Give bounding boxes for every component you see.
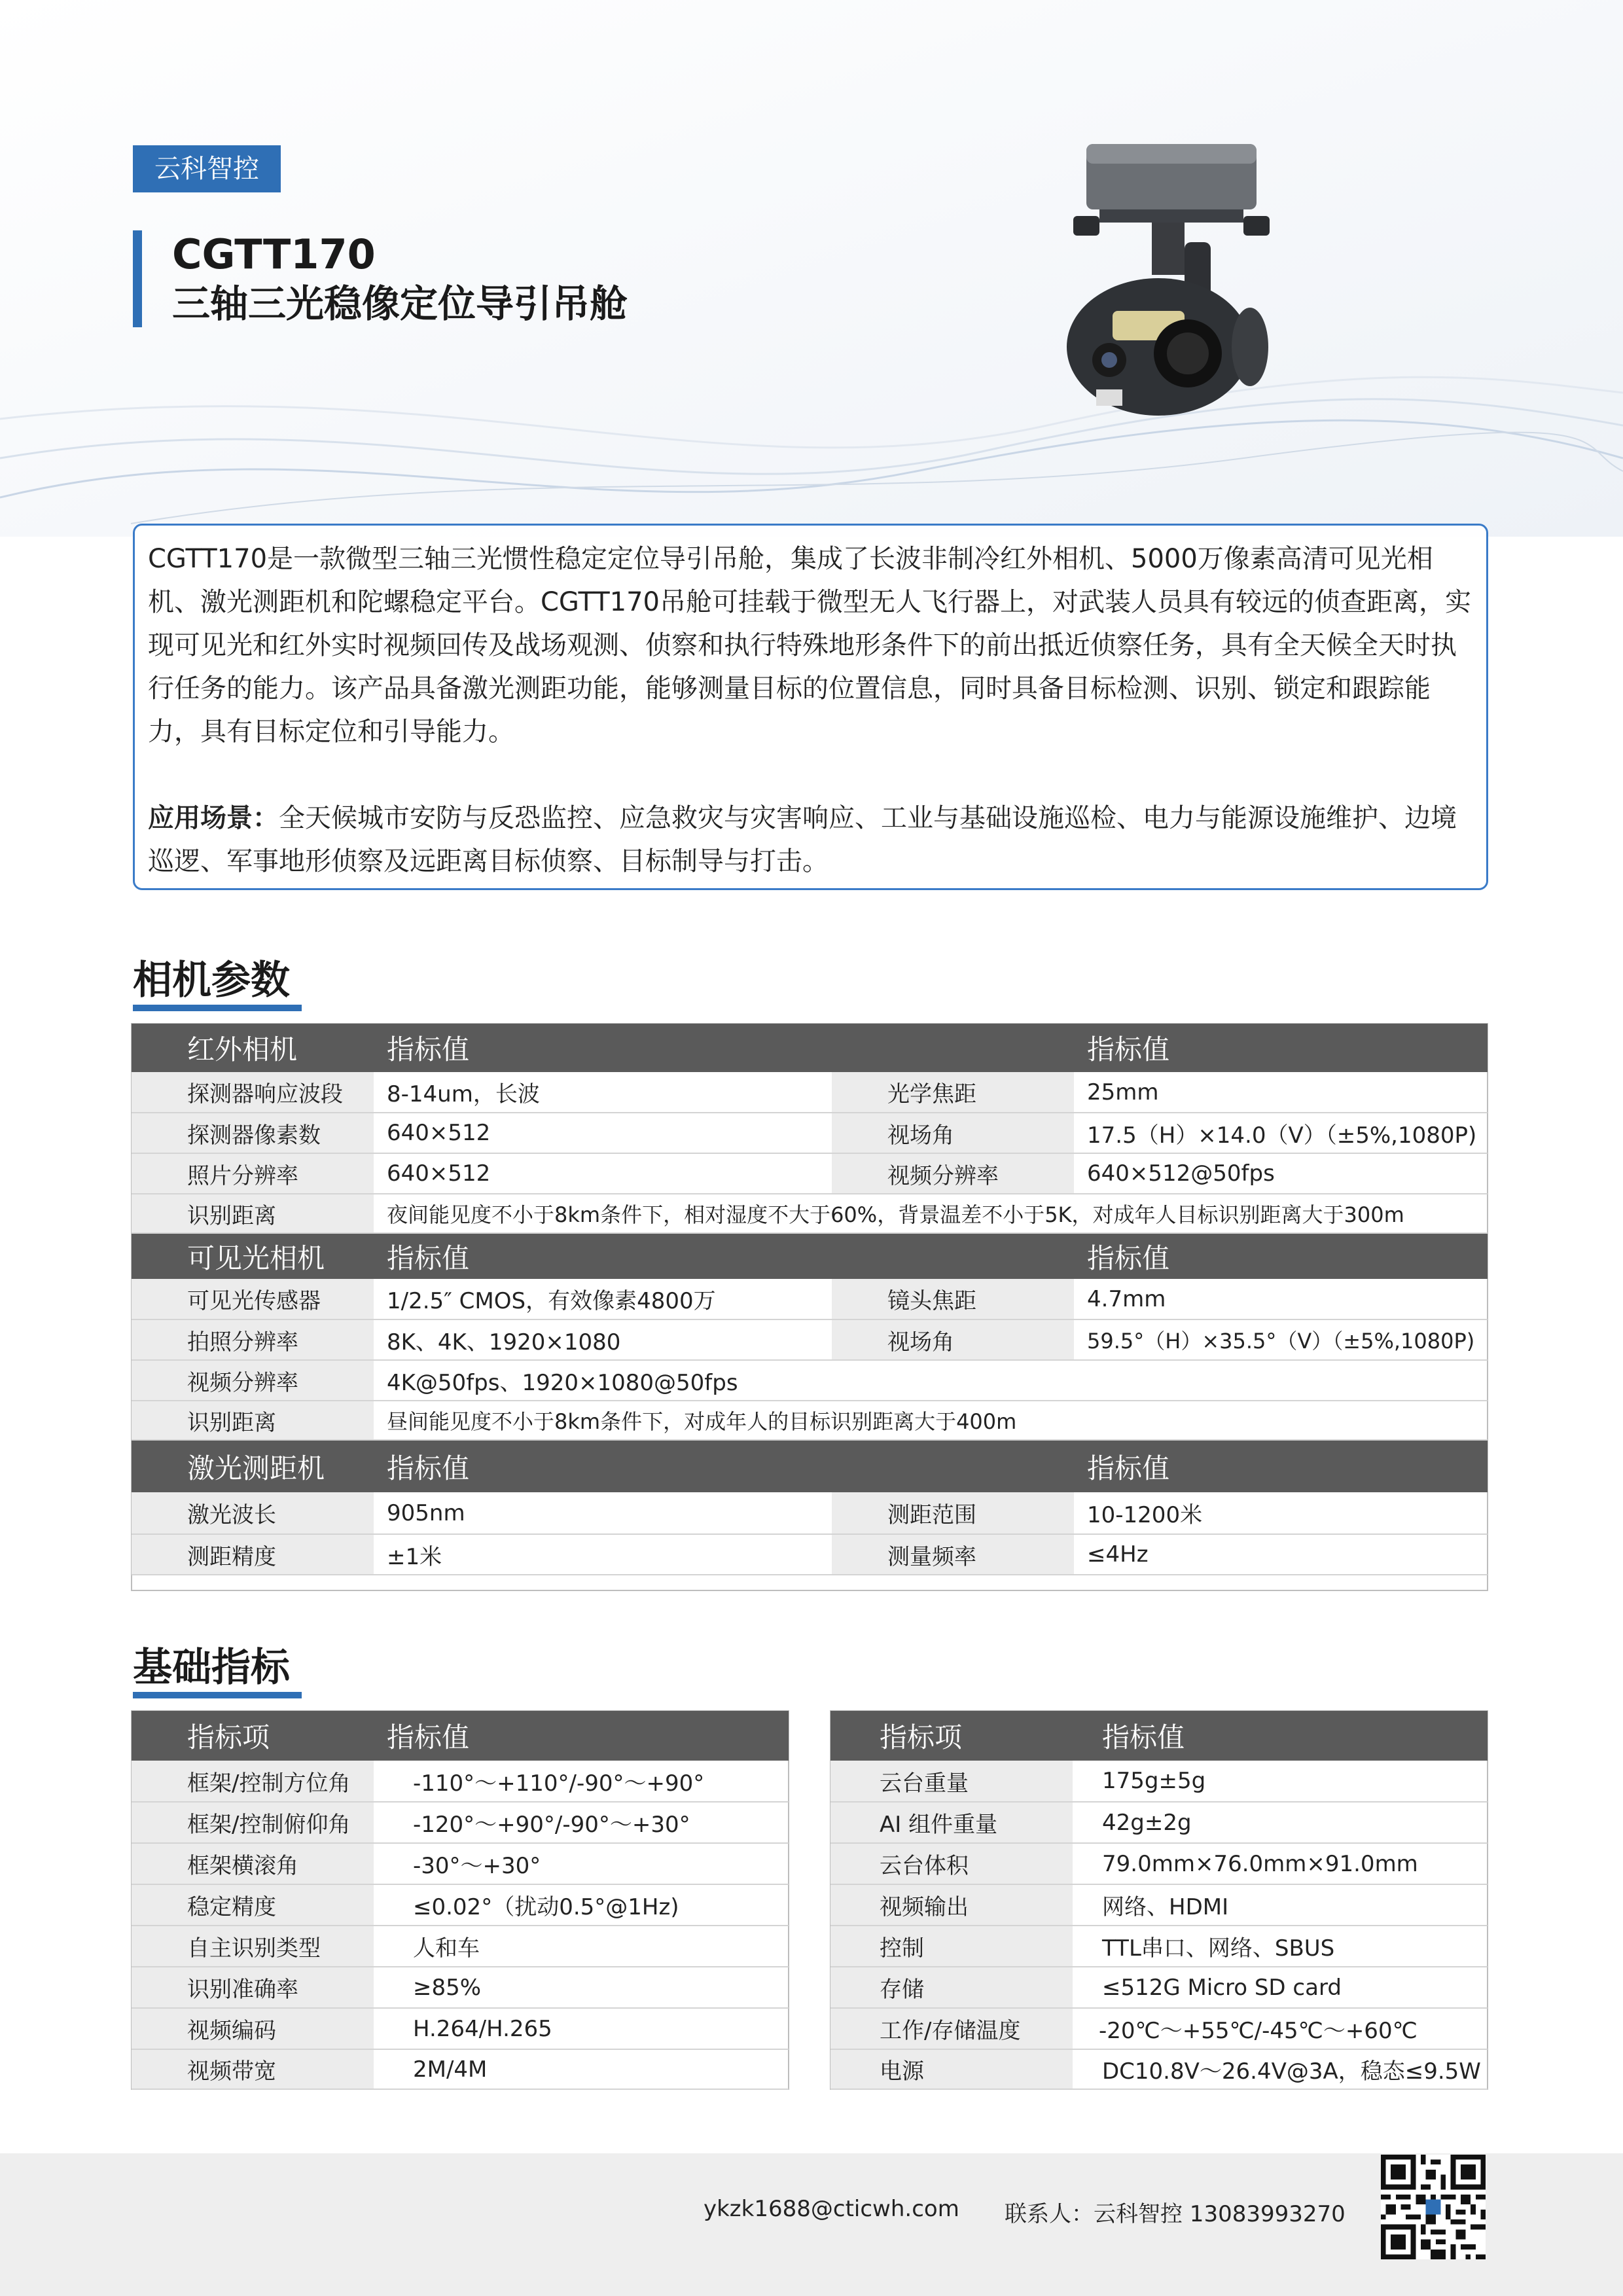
laser-header (132, 1440, 1488, 1492)
ir-header-value: 指标值 (374, 1024, 1074, 1072)
row-value: 8-14um，长波 (374, 1072, 832, 1113)
table-row (830, 1843, 1488, 1884)
scene-label: 应用场景： (148, 803, 279, 833)
basic-right-header (830, 1711, 1488, 1761)
qr-code-icon (1381, 2155, 1486, 2259)
row-value: ±1米 (374, 1534, 832, 1575)
row-label: 光学焦距 (832, 1072, 1074, 1113)
vis-header-value-2: 指标值 (1074, 1233, 1488, 1279)
row-label: 镜头焦距 (832, 1279, 1074, 1319)
intro-box (133, 524, 1488, 890)
row-label: 探测器响应波段 (132, 1072, 374, 1113)
laser-header-title: 激光测距机 (132, 1440, 374, 1492)
row-label: 云台体积 (830, 1843, 1073, 1884)
title-accent-bar (133, 230, 142, 327)
basic-right-table (830, 1711, 1488, 2090)
row-label: 视频编码 (132, 2008, 374, 2049)
row-value: 昼间能见度不小于8km条件下，对成年人的目标识别距离大于400m (374, 1401, 1488, 1440)
table-row (132, 1113, 1488, 1153)
row-value: DC10.8V～26.4V@3A，稳态≤9.5W (1073, 2049, 1488, 2089)
table-row (830, 1802, 1488, 1843)
camera-section-title: 相机参数 (133, 958, 290, 1003)
row-value: -120°～+90°/-90°～+30° (374, 1802, 789, 1843)
product-model: CGTT170 (172, 230, 376, 278)
product-name: 三轴三光稳像定位导引吊舱 (172, 281, 628, 326)
row-value: ≤512G Micro SD card (1073, 1967, 1488, 2008)
table-row (132, 1153, 1488, 1194)
row-value: 175g±5g (1073, 1761, 1488, 1802)
vis-header-title: 可见光相机 (132, 1233, 374, 1279)
ir-header-title: 红外相机 (132, 1024, 374, 1072)
row-value: 1/2.5″ CMOS，有效像素4800万 (374, 1279, 832, 1319)
footer-email[interactable]: ykzk1688@cticwh.com (704, 2196, 959, 2222)
row-value: 4K@50fps、1920×1080@50fps (374, 1360, 1488, 1401)
table-row (132, 1492, 1488, 1534)
table-row (132, 1360, 1488, 1401)
table-row (830, 2049, 1488, 2089)
row-value: 8K、4K、1920×1080 (374, 1319, 832, 1360)
row-label: AI 组件重量 (830, 1802, 1073, 1843)
row-value: 640×512@50fps (1074, 1153, 1488, 1194)
row-label: 测距精度 (132, 1534, 374, 1575)
row-label: 探测器像素数 (132, 1113, 374, 1153)
row-label: 存储 (830, 1967, 1073, 2008)
row-label: 拍照分辨率 (132, 1319, 374, 1360)
row-label: 视频输出 (830, 1884, 1073, 1926)
table-row (132, 1843, 789, 1884)
header-item: 指标项 (132, 1711, 374, 1761)
row-value: H.264/H.265 (374, 2008, 789, 2049)
row-label: 控制 (830, 1926, 1073, 1967)
row-label: 识别距离 (132, 1194, 374, 1233)
header-value: 指标值 (1073, 1711, 1488, 1761)
laser-header-value-2: 指标值 (1074, 1440, 1488, 1492)
table-row (830, 2008, 1488, 2049)
row-label: 框架/控制方位角 (132, 1761, 374, 1802)
row-label: 视场角 (832, 1113, 1074, 1153)
table-row (132, 1534, 1488, 1575)
basic-left-table (132, 1711, 789, 2090)
row-label: 视频分辨率 (832, 1153, 1074, 1194)
table-row (132, 2008, 789, 2049)
row-label: 云台重量 (830, 1761, 1073, 1802)
row-value: 4.7mm (1074, 1279, 1488, 1319)
laser-header-value: 指标值 (374, 1440, 1074, 1492)
row-value: ≤4Hz (1074, 1534, 1488, 1575)
brand-badge: 云科智控 (133, 145, 281, 192)
vis-header-value: 指标值 (374, 1233, 1074, 1279)
row-value: 79.0mm×76.0mm×91.0mm (1073, 1843, 1488, 1884)
row-value: 905nm (374, 1492, 832, 1534)
ir-header-value-2: 指标值 (1074, 1024, 1488, 1072)
basic-section-title: 基础指标 (133, 1645, 290, 1691)
row-value: -20℃～+55℃/-45℃～+60℃ (1073, 2008, 1488, 2049)
row-value: 59.5°（H）×35.5°（V）（±5%,1080P) (1074, 1319, 1488, 1360)
row-value: 10-1200米 (1074, 1492, 1488, 1534)
table-row (132, 1926, 789, 1967)
table-row (132, 1967, 789, 2008)
scene-text: 全天候城市安防与反恐监控、应急救灾与灾害响应、工业与基础设施巡检、电力与能源设施维护、边境巡逻、军事地形侦察及远距离目标侦察、目标制导与打击。 (148, 803, 1457, 876)
row-label: 识别准确率 (132, 1967, 374, 2008)
basic-section-underline (133, 1692, 302, 1698)
table-row (132, 2049, 789, 2089)
row-value: -30°～+30° (374, 1843, 789, 1884)
row-label: 可见光传感器 (132, 1279, 374, 1319)
row-label: 视频分辨率 (132, 1360, 374, 1401)
table-row (132, 1884, 789, 1926)
camera-section-underline (133, 1005, 302, 1011)
header-value: 指标值 (374, 1711, 789, 1761)
table-row (132, 1072, 1488, 1113)
row-value: 网络、HDMI (1073, 1884, 1488, 1926)
row-label: 框架/控制俯仰角 (132, 1802, 374, 1843)
row-value: 25mm (1074, 1072, 1488, 1113)
table-row (830, 1967, 1488, 2008)
table-row (132, 1279, 1488, 1319)
row-value: 17.5（H）×14.0（V）（±5%,1080P) (1074, 1113, 1488, 1153)
row-label: 稳定精度 (132, 1884, 374, 1926)
table-row (132, 1194, 1488, 1233)
row-label: 自主识别类型 (132, 1926, 374, 1967)
row-value: -110°～+110°/-90°～+90° (374, 1761, 789, 1802)
camera-params-table (132, 1024, 1488, 1575)
row-label: 电源 (830, 2049, 1073, 2089)
row-label: 识别距离 (132, 1401, 374, 1440)
scene-paragraph (148, 797, 1473, 883)
intro-text: CGTT170是一款微型三轴三光惯性稳定定位导引吊舱，集成了长波非制冷红外相机、5000万像素高清可见光相机、激光测距机和陀螺稳定平台。CGTT170吊舱可挂载于微型无人飞行器上，对武装人员具有较远的侦查距离，实现可见光和红外实时视频回传及战场观测、侦察和执行特殊地形条件下的前出抵近侦察任务，具有全天候全天时执行任务的能力。该产品具备激光测距功能，能够测量目标的位置信息，同时具备目标检测、识别、锁定和跟踪能力，具有目标定位和引导能力。 (148, 544, 1472, 747)
basic-left-header (132, 1711, 789, 1761)
row-label: 测距范围 (832, 1492, 1074, 1534)
row-value: ≥85% (374, 1967, 789, 2008)
row-value: 42g±2g (1073, 1802, 1488, 1843)
row-value: 2M/4M (374, 2049, 789, 2089)
row-label: 框架横滚角 (132, 1843, 374, 1884)
gimbal-camera-image (1060, 137, 1283, 432)
header-item: 指标项 (830, 1711, 1073, 1761)
vis-header (132, 1233, 1488, 1279)
row-value: 人和车 (374, 1926, 789, 1967)
table-row (132, 1761, 789, 1802)
table-row (830, 1761, 1488, 1802)
footer-bar (0, 2153, 1623, 2296)
row-label: 照片分辨率 (132, 1153, 374, 1194)
row-value: 640×512 (374, 1153, 832, 1194)
row-value: 640×512 (374, 1113, 832, 1153)
table-row (830, 1884, 1488, 1926)
row-label: 激光波长 (132, 1492, 374, 1534)
row-label: 视场角 (832, 1319, 1074, 1360)
row-value: ≤0.02°（扰动0.5°@1Hz) (374, 1884, 789, 1926)
ir-header (132, 1024, 1488, 1072)
row-label: 工作/存储温度 (830, 2008, 1073, 2049)
table-row (830, 1926, 1488, 1967)
row-label: 视频带宽 (132, 2049, 374, 2089)
footer-contact: 联系人：云科智控 13083993270 (1005, 2201, 1346, 2227)
row-label: 测量频率 (832, 1534, 1074, 1575)
table-row (132, 1319, 1488, 1360)
row-value: TTL串口、网络、SBUS (1073, 1926, 1488, 1967)
table-row (132, 1802, 789, 1843)
table-row (132, 1401, 1488, 1440)
row-value: 夜间能见度不小于8km条件下，相对湿度不大于60%，背景温差不小于5K，对成年人目标识别距离大于300m (374, 1194, 1488, 1233)
